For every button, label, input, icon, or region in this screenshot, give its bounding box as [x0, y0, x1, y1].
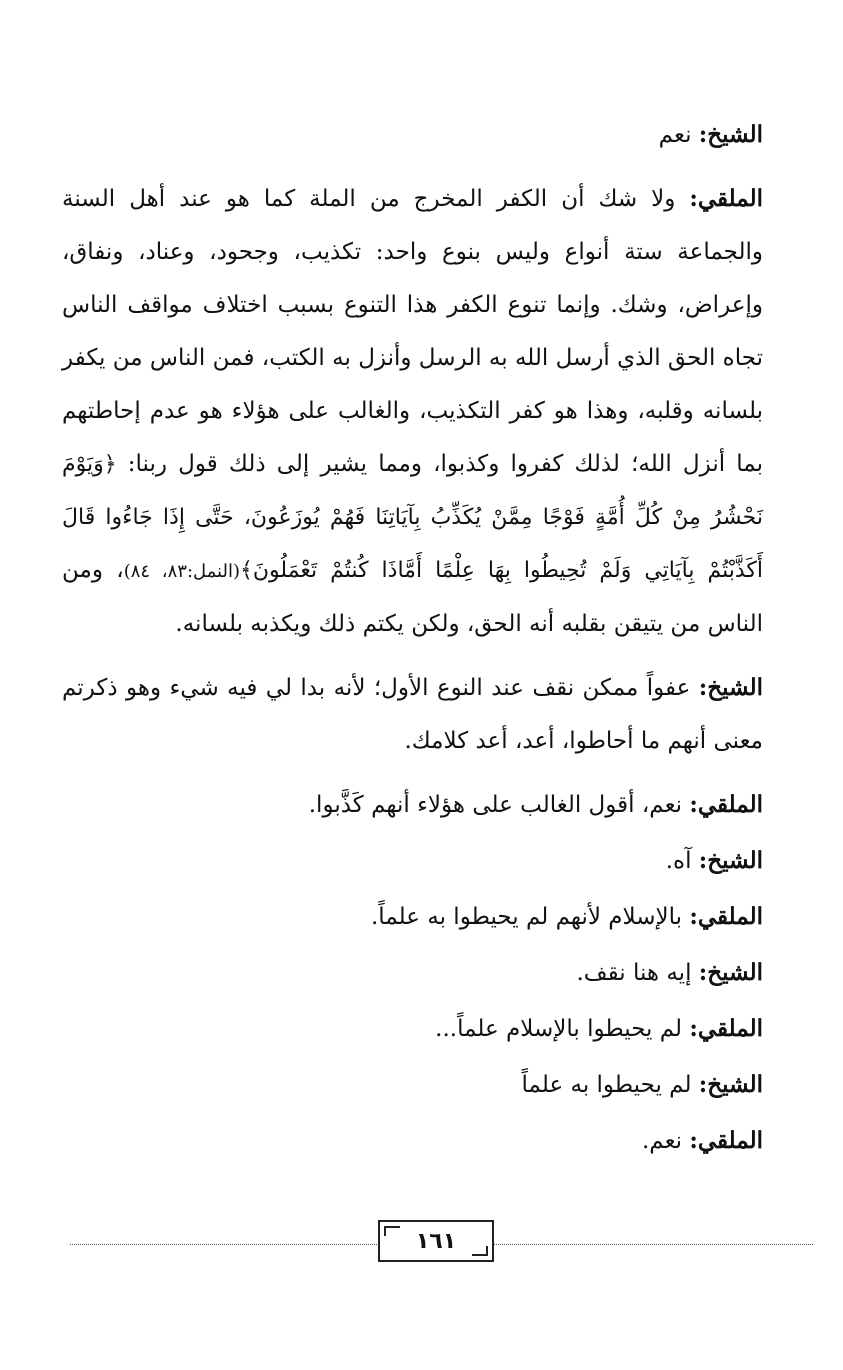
paragraph-text: نعم	[658, 122, 699, 148]
paragraph-text: نعم، أقول الغالب على هؤلاء أنهم كَذَّبوا.	[308, 792, 690, 818]
paragraph-text: لم يحيطوا به علماً	[521, 1072, 699, 1098]
paragraph-1	[62, 108, 763, 162]
speaker-label: الملقي:	[689, 903, 763, 930]
paragraph-7	[62, 946, 763, 1000]
speaker-label: الشيخ:	[698, 1071, 763, 1098]
page-footer	[70, 1218, 813, 1268]
paragraph-9	[62, 1058, 763, 1112]
speaker-label: الملقي:	[689, 185, 763, 212]
paragraph-10	[62, 1114, 763, 1168]
paragraph-text: إيه هنا نقف.	[576, 960, 699, 986]
page-number: ١٦١	[415, 1228, 457, 1254]
speaker-label: الشيخ:	[698, 121, 763, 148]
speaker-label: الشيخ:	[698, 674, 763, 701]
paragraph-text: نعم.	[641, 1128, 690, 1154]
paragraph-text: لم يحيطوا بالإسلام علماً...	[435, 1016, 690, 1042]
speaker-label: الملقي:	[689, 1127, 763, 1154]
paragraph-3	[62, 661, 763, 768]
speaker-label: الشيخ:	[698, 959, 763, 986]
paragraph-8	[62, 1002, 763, 1056]
paragraph-text: ولا شك أن الكفر المخرج من الملة كما هو عند أهل السنة والجماعة ستة أنواع وليس بنوع واحد: تكذيب، وجحود، وعناد، ونفاق، وإعراض، وشك. وإنما تنوع الكفر هذا التنوع بسبب اختلاف مواقف الناس تجاه الحق الذي أرسل الله به الرسل وأنزل به الكتب، فمن الناس من يكفر بلسانه وقلبه، وهذا هو كفر التكذيب، والغالب على هؤلاء هو عدم إحاطتهم بما أنزل الله؛ لذلك كفروا وكذبوا، ومما يشير إلى ذلك قول ربنا:	[62, 186, 763, 477]
paragraph-text: آه.	[665, 848, 699, 874]
paragraph-5	[62, 834, 763, 888]
speaker-label: الملقي:	[689, 1015, 763, 1042]
speaker-label: الملقي:	[689, 791, 763, 818]
quran-verse: ﴿وَيَوْمَ نَحْشُرُ مِنْ كُلِّ أُمَّةٍ فَوْجًا مِمَّنْ يُكَذِّبُ بِآيَاتِنَا فَهُمْ يُوزَعُونَ، حَتَّى إِذَا جَاءُوا قَالَ أَكَذَّبْتُمْ بِآيَاتِي وَلَمْ تُحِيطُوا بِهَا عِلْمًا أَمَّاذَا كُنتُمْ تَعْمَلُونَ﴾	[62, 452, 764, 583]
paragraph-tail-text: ، ومن الناس من يتيقن بقلبه أنه الحق، ولكن يكتم ذلك ويكذبه بلسانه.	[62, 557, 763, 637]
dialogue-text	[62, 108, 763, 1168]
verse-reference: (النمل:٨٣، ٨٤)	[123, 561, 240, 582]
paragraph-text: عفواً ممكن نقف عند النوع الأول؛ لأنه بدا لي فيه شيء وهو ذكرتم معنى أنهم ما أحاطوا، أعد، أعد كلامك.	[62, 675, 763, 754]
paragraph-4	[62, 778, 763, 832]
speaker-label: الشيخ:	[698, 847, 763, 874]
paragraph-2	[62, 172, 763, 651]
page-number-frame	[378, 1220, 494, 1262]
paragraph-text: بالإسلام لأنهم لم يحيطوا به علماً.	[371, 904, 690, 930]
paragraph-6	[62, 890, 763, 944]
